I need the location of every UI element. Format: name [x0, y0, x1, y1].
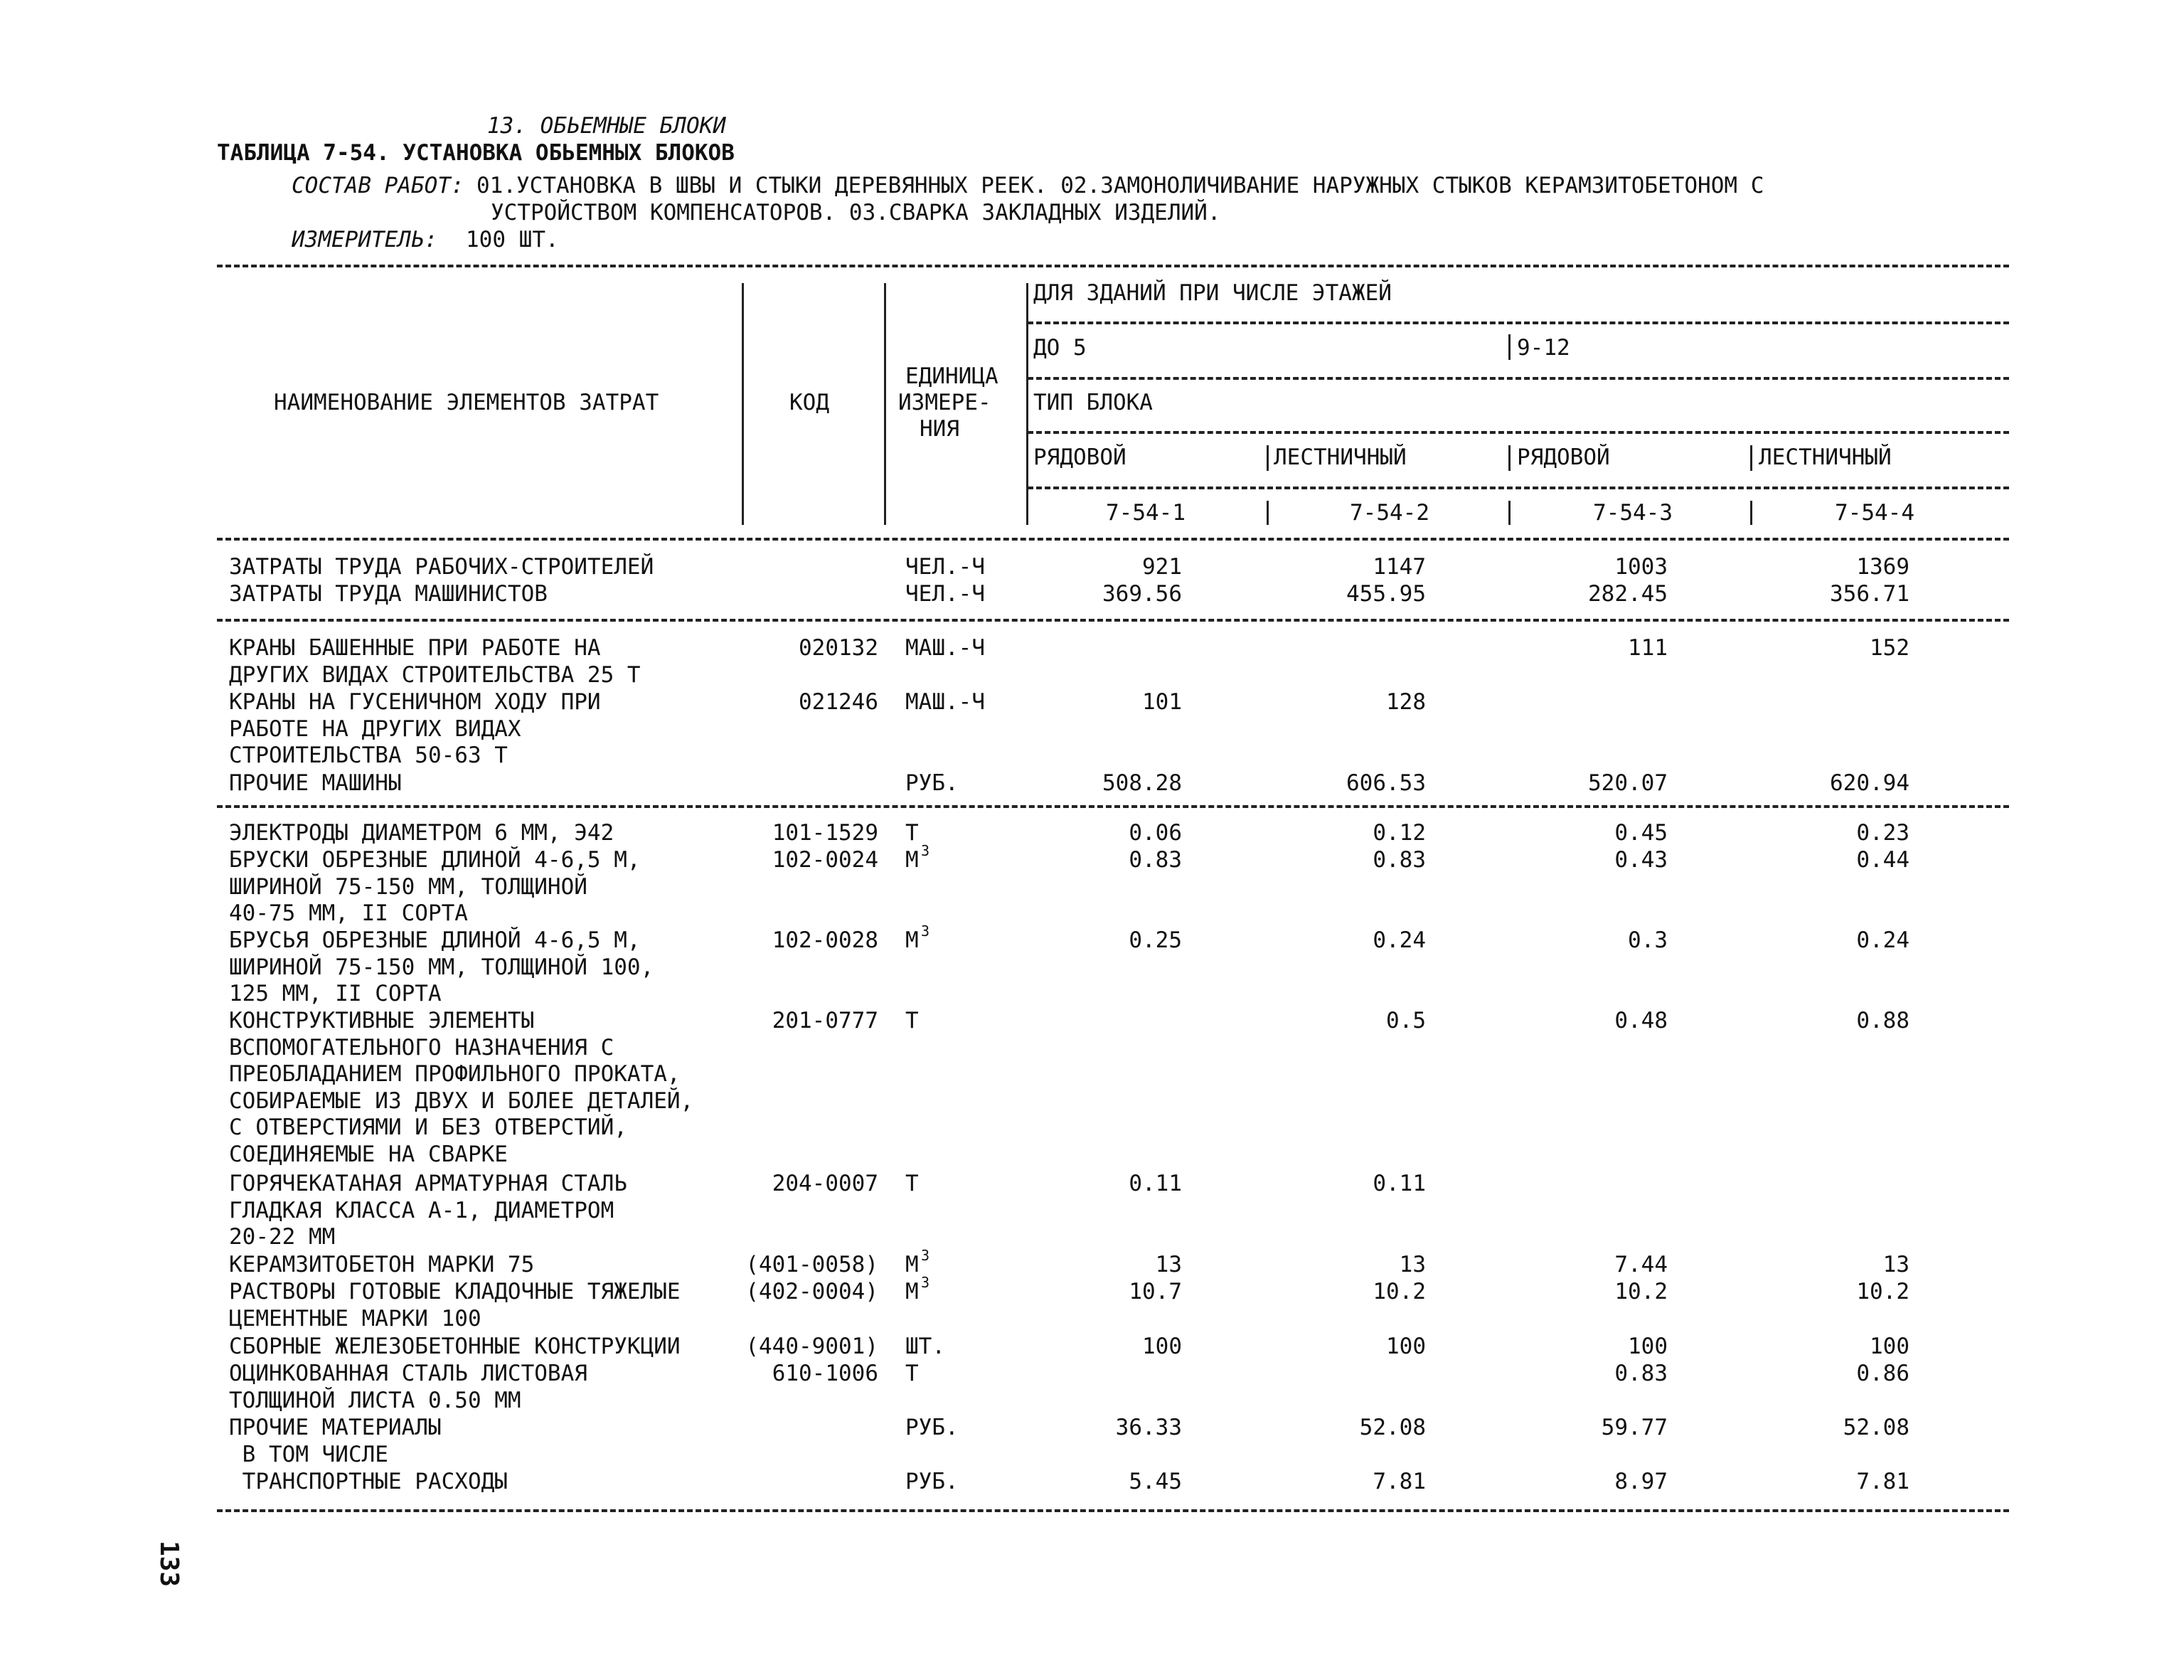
row-unit: ШТ. — [905, 1334, 945, 1359]
row-name: КРАНЫ БАШЕННЫЕ ПРИ РАБОТЕ НА — [229, 635, 601, 661]
row-name: ВСПОМОГАТЕЛЬНОГО НАЗНАЧЕНИЯ С — [229, 1034, 614, 1060]
row-name: ЗАТРАТЫ ТРУДА МАШИНИСТОВ — [229, 581, 548, 607]
row-name: ОЦИНКОВАННАЯ СТАЛЬ ЛИСТОВАЯ — [229, 1361, 587, 1386]
header-rule — [1028, 321, 2009, 324]
row-value-2: 100 — [1386, 1334, 1426, 1359]
row-value-4: 620.94 — [1830, 770, 1909, 796]
row-unit: МАШ.-Ч — [905, 689, 985, 715]
row-value-1: 13 — [1155, 1252, 1182, 1277]
row-name: С ОТВЕРСТИЯМИ И БЕЗ ОТВЕРСТИЙ, — [229, 1115, 627, 1140]
column-header-floors-b: 9-12 — [1517, 335, 1570, 361]
row-value-2: 128 — [1386, 689, 1426, 715]
row-value-4: 1369 — [1856, 554, 1909, 580]
row-value-1: 0.25 — [1129, 927, 1182, 953]
row-name: БРУСЬЯ ОБРЕЗНЫЕ ДЛИНОЙ 4-6,5 М, — [229, 927, 641, 953]
section-title: 13. ОБЬЕМНЫЕ БЛОКИ — [487, 113, 726, 139]
column-header-floors-a: ДО 5 — [1033, 335, 1087, 361]
row-value-2: 606.53 — [1346, 770, 1426, 796]
column-separator — [1750, 445, 1752, 471]
composition-label: СОСТАВ РАБОТ: — [292, 173, 464, 198]
row-unit: РУБ. — [905, 1469, 959, 1494]
column-header-code: КОД — [789, 390, 829, 415]
row-value-4: 0.23 — [1856, 820, 1909, 846]
row-unit: М — [905, 847, 919, 873]
row-name: СБОРНЫЕ ЖЕЛЕЗОБЕТОННЫЕ КОНСТРУКЦИИ — [229, 1334, 681, 1359]
row-value-4: 152 — [1870, 635, 1909, 661]
column-code-4: 7-54-4 — [1835, 500, 1914, 526]
row-name: РАСТВОРЫ ГОТОВЫЕ КЛАДОЧНЫЕ ТЯЖЕЛЫЕ — [229, 1279, 681, 1304]
row-value-2: 0.5 — [1386, 1008, 1426, 1033]
row-value-1: 100 — [1142, 1334, 1182, 1359]
header-rule — [1028, 487, 2009, 489]
row-name: БРУСКИ ОБРЕЗНЫЕ ДЛИНОЙ 4-6,5 М, — [229, 847, 641, 873]
row-value-1: 369.56 — [1102, 581, 1182, 607]
row-value-1: 10.7 — [1129, 1279, 1182, 1304]
column-separator — [1750, 501, 1752, 525]
page-number: 133 — [154, 1540, 184, 1588]
row-value-1: 0.11 — [1129, 1171, 1182, 1196]
row-value-4: 10.2 — [1856, 1279, 1909, 1304]
row-value-1: 508.28 — [1102, 770, 1182, 796]
column-separator — [1508, 445, 1511, 471]
group-separator — [217, 805, 2009, 808]
row-name: РАБОТЕ НА ДРУГИХ ВИДАХ — [229, 716, 521, 742]
row-value-1: 5.45 — [1129, 1469, 1182, 1494]
row-unit: Т — [905, 820, 919, 846]
row-value-2: 0.83 — [1373, 847, 1426, 873]
row-name: ПРЕОБЛАДАНИЕМ ПРОФИЛЬНОГО ПРОКАТА, — [229, 1061, 681, 1087]
column-header-type-2: ЛЕСТНИЧНЫЙ — [1274, 445, 1407, 470]
row-value-4: 0.86 — [1856, 1361, 1909, 1386]
row-unit-superscript: 3 — [921, 1274, 930, 1291]
column-separator — [884, 283, 886, 525]
row-code: 204-0007 — [772, 1171, 878, 1196]
composition-line-2: УСТРОЙСТВОМ КОМПЕНСАТОРОВ. 03.СВАРКА ЗАКЛАДНЫХ ИЗДЕЛИЙ. — [491, 200, 1221, 225]
column-header-type-4: ЛЕСТНИЧНЫЙ — [1759, 445, 1892, 470]
row-code: 102-0024 — [772, 847, 878, 873]
group-separator — [217, 619, 2009, 622]
row-code: (402-0004) — [745, 1279, 878, 1304]
row-value-2: 13 — [1399, 1252, 1426, 1277]
row-unit: Т — [905, 1171, 919, 1196]
row-name: КРАНЫ НА ГУСЕНИЧНОМ ХОДУ ПРИ — [229, 689, 601, 715]
row-name: ПРОЧИЕ МАШИНЫ — [229, 770, 402, 796]
row-value-2: 0.24 — [1373, 927, 1426, 953]
row-value-4: 0.44 — [1856, 847, 1909, 873]
row-name: ГОРЯЧЕКАТАНАЯ АРМАТУРНАЯ СТАЛЬ — [229, 1171, 627, 1196]
row-value-4: 13 — [1882, 1252, 1909, 1277]
row-code: 201-0777 — [772, 1008, 878, 1033]
row-value-2: 455.95 — [1346, 581, 1426, 607]
row-name: В ТОМ ЧИСЛЕ — [229, 1441, 388, 1467]
row-value-1: 0.06 — [1129, 820, 1182, 846]
row-value-3: 8.97 — [1614, 1469, 1668, 1494]
row-value-2: 0.12 — [1373, 820, 1426, 846]
row-name: ЗАТРАТЫ ТРУДА РАБОЧИХ-СТРОИТЕЛЕЙ — [229, 554, 654, 580]
column-code-3: 7-54-3 — [1593, 500, 1673, 526]
column-header-unit-l3: НИЯ — [920, 416, 959, 442]
row-name: ДРУГИХ ВИДАХ СТРОИТЕЛЬСТВА 25 Т — [229, 661, 641, 688]
row-code: 102-0028 — [772, 927, 878, 953]
column-code-1: 7-54-1 — [1106, 500, 1186, 526]
row-value-2: 0.11 — [1373, 1171, 1426, 1196]
row-value-1: 36.33 — [1115, 1415, 1182, 1440]
measure-value: 100 ШТ. — [466, 227, 559, 252]
row-code: 020132 — [799, 635, 878, 661]
row-name: ШИРИНОЙ 75-150 ММ, ТОЛЩИНОЙ 100, — [229, 954, 654, 980]
row-name: СОБИРАЕМЫЕ ИЗ ДВУХ И БОЛЕЕ ДЕТАЛЕЙ, — [229, 1088, 694, 1114]
column-header-type-1: РЯДОВОЙ — [1033, 445, 1126, 470]
header-rule — [1028, 431, 2009, 434]
row-value-3: 282.45 — [1588, 581, 1668, 607]
row-unit-superscript: 3 — [921, 842, 930, 859]
row-name: ГЛАДКАЯ КЛАССА А-1, ДИАМЕТРОМ — [229, 1197, 614, 1223]
column-header-block-type: ТИП БЛОКА — [1033, 390, 1153, 415]
row-value-4: 0.88 — [1856, 1008, 1909, 1033]
row-unit-superscript: 3 — [921, 1247, 930, 1264]
row-value-4: 7.81 — [1856, 1469, 1909, 1494]
row-value-3: 520.07 — [1588, 770, 1668, 796]
column-header-name: НАИМЕНОВАНИЕ ЭЛЕМЕНТОВ ЗАТРАТ — [274, 390, 659, 415]
column-separator — [1267, 445, 1269, 471]
table-top-rule — [217, 265, 2009, 267]
row-unit: Т — [905, 1008, 919, 1033]
row-code: 101-1529 — [772, 820, 878, 846]
row-value-3: 7.44 — [1614, 1252, 1668, 1277]
row-value-3: 100 — [1628, 1334, 1668, 1359]
row-name: ШИРИНОЙ 75-150 ММ, ТОЛЩИНОЙ — [229, 873, 587, 900]
column-code-2: 7-54-2 — [1350, 500, 1429, 526]
row-value-3: 0.83 — [1614, 1361, 1668, 1386]
row-value-4: 100 — [1870, 1334, 1909, 1359]
row-value-3: 1003 — [1614, 554, 1668, 580]
row-unit: РУБ. — [905, 1415, 959, 1440]
row-name: КОНСТРУКТИВНЫЕ ЭЛЕМЕНТЫ — [229, 1008, 535, 1033]
row-name: СОЕДИНЯЕМЫЕ НА СВАРКЕ — [229, 1141, 508, 1167]
row-unit: ЧЕЛ.-Ч — [905, 581, 985, 607]
row-unit: РУБ. — [905, 770, 959, 796]
column-separator — [1267, 501, 1269, 525]
row-name: КЕРАМЗИТОБЕТОН МАРКИ 75 — [229, 1252, 535, 1277]
row-value-3: 0.48 — [1614, 1008, 1668, 1033]
row-code: 021246 — [799, 689, 878, 715]
header-bottom-rule — [217, 538, 2009, 541]
table-bottom-rule — [217, 1509, 2009, 1512]
row-name: ТРАНСПОРТНЫЕ РАСХОДЫ — [229, 1469, 508, 1494]
row-value-2: 7.81 — [1373, 1469, 1426, 1494]
row-value-3: 10.2 — [1614, 1279, 1668, 1304]
row-value-1: 921 — [1142, 554, 1182, 580]
column-header-unit-l2: ИЗМЕРЕ- — [898, 390, 991, 415]
row-value-1: 0.83 — [1129, 847, 1182, 873]
row-name: ЦЕМЕНТНЫЕ МАРКИ 100 — [229, 1305, 481, 1331]
row-unit: М — [905, 1252, 919, 1277]
column-separator — [1508, 501, 1511, 525]
row-name: 125 ММ, II СОРТА — [229, 981, 442, 1006]
row-value-3: 0.3 — [1628, 927, 1668, 953]
row-name: ЭЛЕКТРОДЫ ДИАМЕТРОМ 6 ММ, Э42 — [229, 820, 614, 846]
row-name: 40-75 ММ, II СОРТА — [229, 900, 468, 926]
row-value-3: 111 — [1628, 635, 1668, 661]
row-unit: М — [905, 927, 919, 953]
row-value-1: 101 — [1142, 689, 1182, 715]
row-value-3: 0.45 — [1614, 820, 1668, 846]
row-value-4: 52.08 — [1843, 1415, 1909, 1440]
row-name: СТРОИТЕЛЬСТВА 50-63 Т — [229, 743, 508, 768]
row-name: 20-22 ММ — [229, 1224, 336, 1250]
column-separator — [1026, 283, 1028, 525]
row-unit-superscript: 3 — [921, 923, 930, 940]
row-value-3: 0.43 — [1614, 847, 1668, 873]
measure-label: ИЗМЕРИТЕЛЬ: — [292, 227, 438, 252]
table-title: ТАБЛИЦА 7-54. УСТАНОВКА ОБЬЕМНЫХ БЛОКОВ — [217, 140, 735, 166]
composition-line-1: 01.УСТАНОВКА В ШВЫ И СТЫКИ ДЕРЕВЯННЫХ РЕЕК. 02.ЗАМОНОЛИЧИВАНИЕ НАРУЖНЫХ СТЫКОВ КЕРАМЗИТОБЕТОНОМ С — [476, 173, 1764, 198]
row-unit: ЧЕЛ.-Ч — [905, 554, 985, 580]
row-value-3: 59.77 — [1601, 1415, 1668, 1440]
row-code: (401-0058) — [745, 1252, 878, 1277]
row-unit: МАШ.-Ч — [905, 635, 985, 661]
row-code: 610-1006 — [772, 1361, 878, 1386]
row-value-2: 1147 — [1373, 554, 1426, 580]
row-value-2: 52.08 — [1359, 1415, 1426, 1440]
row-value-4: 356.71 — [1830, 581, 1909, 607]
row-value-2: 10.2 — [1373, 1279, 1426, 1304]
column-separator — [742, 283, 744, 525]
column-header-buildings: ДЛЯ ЗДАНИЙ ПРИ ЧИСЛЕ ЭТАЖЕЙ — [1033, 280, 1392, 306]
row-name: ТОЛЩИНОЙ ЛИСТА 0.50 ММ — [229, 1387, 521, 1413]
row-unit: Т — [905, 1361, 919, 1386]
row-unit: М — [905, 1279, 919, 1304]
row-code: (440-9001) — [745, 1334, 878, 1359]
header-rule — [1028, 377, 2009, 380]
column-header-unit-l1: ЕДИНИЦА — [905, 363, 998, 389]
row-name: ПРОЧИЕ МАТЕРИАЛЫ — [229, 1415, 442, 1440]
column-separator — [1508, 334, 1511, 360]
column-header-type-3: РЯДОВОЙ — [1517, 445, 1610, 470]
row-value-4: 0.24 — [1856, 927, 1909, 953]
